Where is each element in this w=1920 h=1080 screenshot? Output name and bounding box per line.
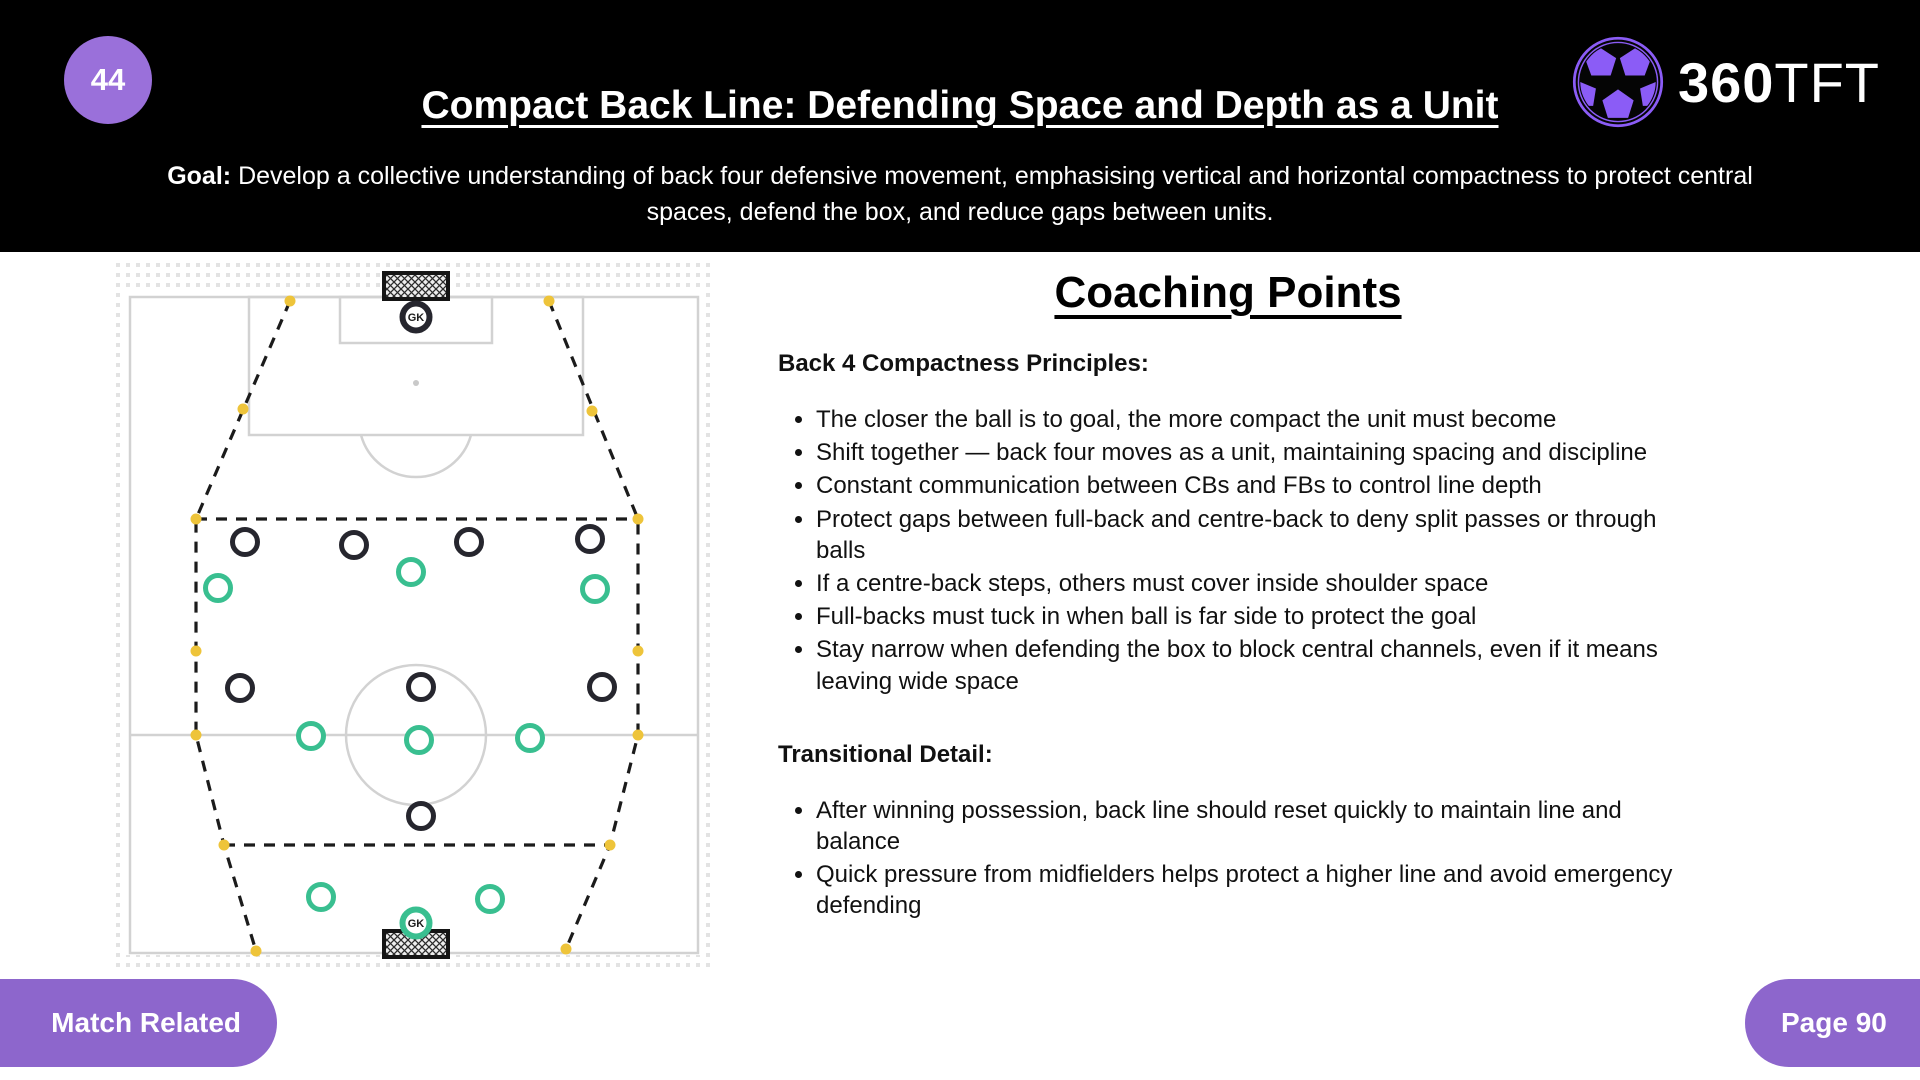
attacker-marker [407, 728, 432, 753]
cone-marker [587, 406, 598, 417]
goal-top [384, 273, 448, 299]
coaching-section-title: Back 4 Compactness Principles: [778, 350, 1149, 377]
attacker-marker [583, 577, 608, 602]
logo-tft: TFT [1774, 50, 1880, 114]
cone-marker [544, 296, 555, 307]
goalkeeper-label: GK [407, 918, 425, 930]
cone-marker [605, 840, 616, 851]
cone-marker [633, 730, 644, 741]
attacker-marker [399, 560, 424, 585]
cone-marker [219, 840, 230, 851]
defender-marker [590, 675, 615, 700]
penalty-spot [413, 380, 419, 386]
logo [1572, 36, 1880, 128]
header-bar [0, 0, 1920, 252]
drill-number-badge: 44 [64, 36, 152, 124]
cone-marker [191, 514, 202, 525]
coaching-bullet: • After winning possession, back line should reset quickly to maintain line and balance [816, 795, 1678, 857]
cone-marker [251, 946, 262, 957]
attacker-marker [206, 576, 231, 601]
cone-marker [191, 646, 202, 657]
defender-marker [457, 530, 482, 555]
goalkeeper-label: GK [407, 312, 425, 324]
coaching-section-title: Transitional Detail: [778, 740, 993, 768]
coaching-bullet-list [778, 404, 1678, 697]
logo-wordmark [1678, 50, 1880, 115]
defender-marker [228, 676, 253, 701]
attacker-marker [518, 726, 543, 751]
goal-label: Goal: [167, 162, 232, 190]
defender-marker [578, 527, 603, 552]
goal-description [135, 158, 1785, 231]
soccer-ball-icon [1572, 36, 1664, 128]
coaching-points-heading: Coaching Points [1054, 268, 1402, 317]
attacker-marker [299, 724, 324, 749]
coaching-bullet: • Quick pressure from midfielders helps protect a higher line and avoid emergency defending [816, 859, 1678, 921]
defender-marker [409, 804, 434, 829]
coaching-bullet: • Stay narrow when defending the box to block central channels, even if it means leaving wide space [816, 634, 1678, 696]
pitch-svg [114, 261, 714, 967]
category-pill: Match Related [0, 979, 277, 1067]
defender-marker [342, 533, 367, 558]
coaching-bullet: • Protect gaps between full-back and centre-back to deny split passes or through balls [816, 504, 1678, 566]
logo-360: 360 [1677, 50, 1775, 114]
attacker-marker [309, 885, 334, 910]
cone-marker [285, 296, 296, 307]
cone-marker [238, 404, 249, 415]
coaching-bullet-list [778, 795, 1678, 922]
page-title: Compact Back Line: Defending Space and Depth as a Unit [421, 84, 1499, 127]
coaching-points-panel [778, 268, 1678, 923]
coaching-bullet: • If a centre-back steps, others must cover inside shoulder space [816, 568, 1678, 599]
defender-marker [233, 530, 258, 555]
coaching-bullet: • Shift together — back four moves as a unit, maintaining spacing and discipline [816, 437, 1678, 468]
attacker-marker [478, 887, 503, 912]
defender-marker [409, 675, 434, 700]
goal-text: Develop a collective understanding of back four defensive movement, emphasising vertical and horizontal compactness to protect central spaces, defend the box, and reduce gaps between units. [238, 162, 1753, 227]
cone-marker [191, 730, 202, 741]
pitch-surface [126, 291, 702, 955]
coaching-bullet: • Constant communication between CBs and FBs to control line depth [816, 470, 1678, 501]
cone-marker [633, 514, 644, 525]
cone-marker [561, 944, 572, 955]
coaching-bullet: • Full-backs must tuck in when ball is far side to protect the goal [816, 601, 1678, 632]
pitch-diagram [114, 261, 714, 967]
page-number-pill: Page 90 [1745, 979, 1920, 1067]
coaching-bullet: • The closer the ball is to goal, the more compact the unit must become [816, 404, 1678, 435]
cone-marker [633, 646, 644, 657]
